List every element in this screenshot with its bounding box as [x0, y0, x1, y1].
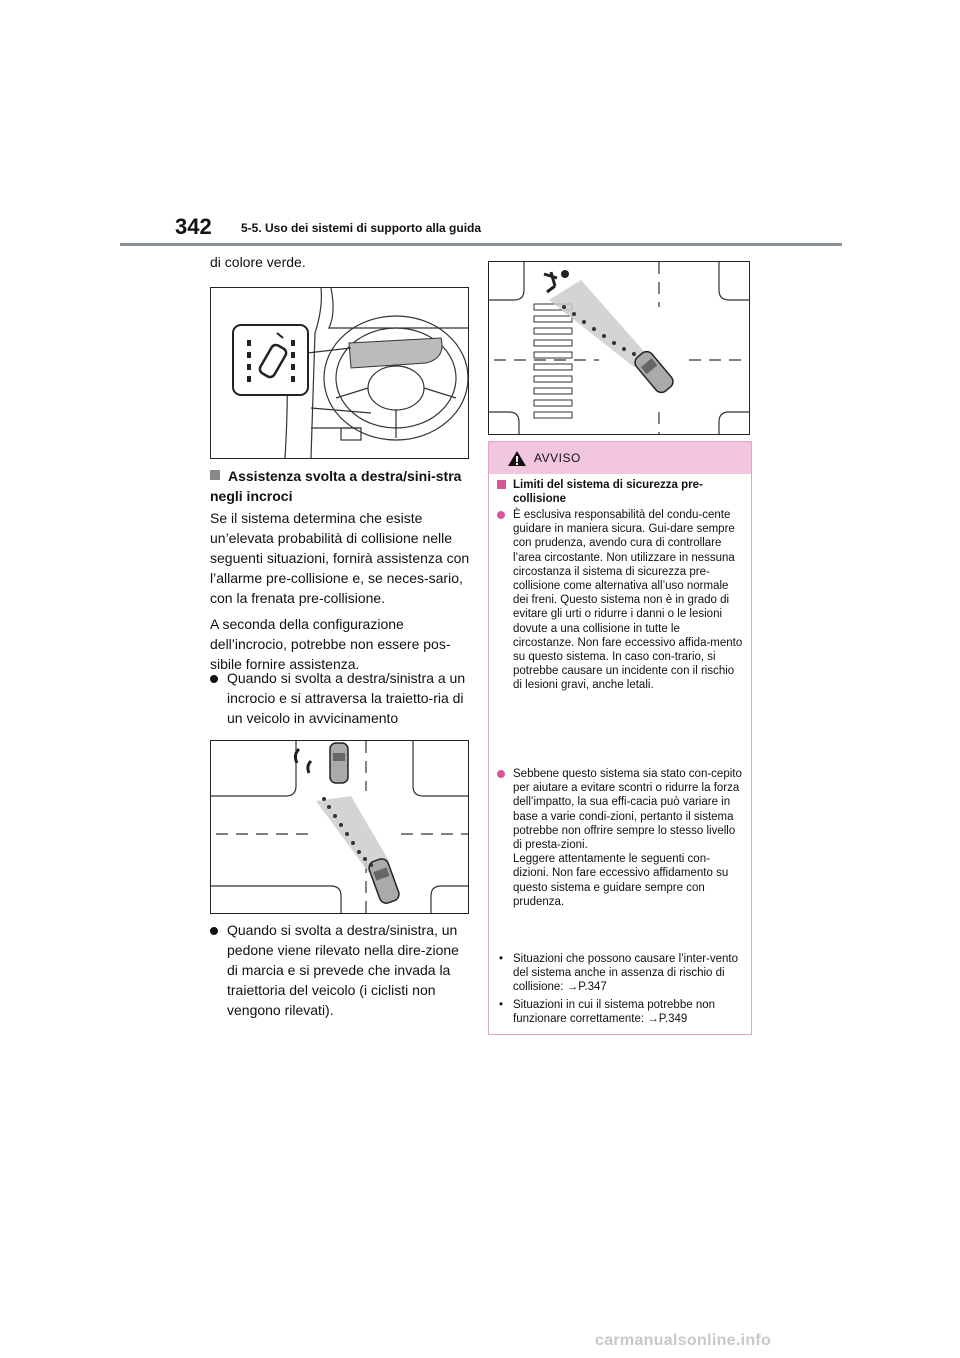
watermark: carmanualsonline.info — [595, 1332, 772, 1349]
intro-text: di colore verde. — [210, 254, 306, 270]
pedestrian-crossing-figure — [488, 261, 750, 435]
warning-sub-item-1: • Situazioni che possono causare l’inter-vento del sistema anche in assenza di rischio di collisione: →P.347 — [499, 953, 739, 994]
warning-sub-item-2: • Situazioni in cui il sistema potrebbe non funzionare correttamente: →P.349 — [499, 999, 716, 1026]
section-title: 5-5. Uso dei sistemi di supporto alla guida — [241, 221, 482, 235]
warning-box — [488, 441, 752, 1035]
bullet-item-2: Quando si svolta a destra/sinistra, un pedone viene rilevato nella dire-zione di marcia e si prevede che invada la traiettoria del veicolo (i ciclisti non vengono rilevati). — [210, 920, 472, 1020]
warning-triangle-icon — [507, 450, 527, 467]
intersection-vehicle-figure — [210, 740, 469, 914]
left-paragraphs — [210, 508, 472, 680]
bullet-dot-icon — [497, 511, 505, 519]
bullet-dot-icon — [210, 675, 218, 683]
page-number: 342 — [175, 214, 212, 239]
bullet-dot-icon — [497, 770, 505, 778]
dashboard-figure — [210, 287, 469, 459]
paragraph-1: Se il sistema determina che esiste un’elevata probabilità di collisione nelle seguenti situazioni, fornirà assistenza con l’allarme pre-collisione e, se neces-sario, con la frenata pre-collisione. — [210, 510, 470, 606]
paragraph-2: A seconda della configurazione dell’incrocio, potrebbe non essere pos-sibile fornire assistenza. — [210, 616, 451, 672]
bullet-dot-icon — [210, 927, 218, 935]
intersection-vehicle-illustration — [211, 741, 468, 913]
dashboard-illustration — [211, 288, 468, 458]
left-column — [210, 252, 472, 278]
warning-header — [489, 442, 751, 474]
square-marker-icon — [497, 480, 506, 489]
header-rule — [120, 243, 842, 246]
subheading: Assistenza svolta a destra/sini-stra negli incroci — [210, 468, 462, 504]
bullet-item-1: Quando si svolta a destra/sinistra a un incrocio e si attraversa la traietto-ria di un veicolo in avvicinamento — [210, 668, 472, 728]
square-marker-icon — [210, 470, 220, 480]
warning-label: AVVISO — [534, 451, 581, 465]
warning-bullet-1: È esclusiva responsabilità del condu-cente guidare in maniera sicura. Gui-dare sempre con prudenza, avendo cura di controllare l’area circostante. Non utilizzare in nessuna circostanza il sistema di sicurezza pre-collisione come alternativa all’uso normale dei freni. Questo sistema non è in grado di evitare gli urti o ridurre i danni o le lesioni dovute a una collisione in tutte le circostanze. Non fare eccessivo affida-mento su questo sistema. In caso con-trario, si potrebbe causare un incidente con il rischio di lesioni gravi, anche letali. — [497, 508, 743, 693]
pedestrian-crossing-illustration — [489, 262, 749, 434]
warning-title: Limiti del sistema di sicurezza pre-collisione — [497, 478, 743, 506]
warning-bullet-2: Sebbene questo sistema sia stato con-cepito per aiutare a evitare scontri o ridurre la forza dell’impatto, la sua effi-cacia può variare in base a varie condi-zioni, pertanto il sistema potrebbe non offrire sempre lo stesso livello di presta-zioni. Leggere attentamente le seguenti con-dizioni. Non fare eccessivo affidamento su questo sistema e guidare sempre con prudenza. — [497, 767, 743, 909]
